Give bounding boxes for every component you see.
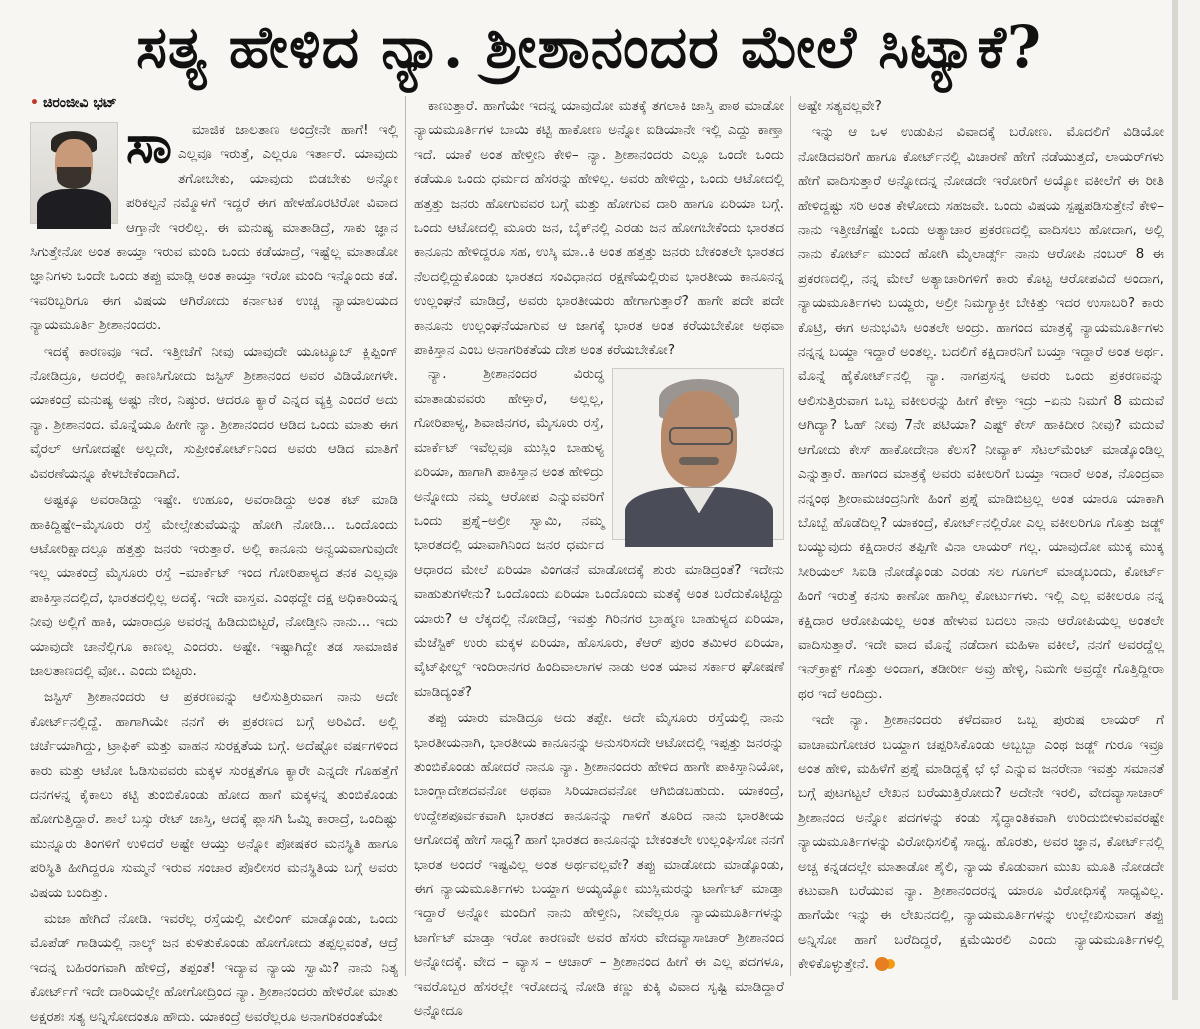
paragraph: ಅಷ್ಟಕ್ಕೂ ಅವರಾಡಿದ್ದು ಇಷ್ಟೇ. ಉಹೂಂ, ಅವರಾಡಿದ್ದು ಅಂತ ಕಟ್ ಮಾಡಿ ಹಾಕಿದ್ದಿಷ್ಟೇ–ಮೈಸೂರು ರಸ್ತೆ ಮೇಲ್ಸೇತುವೆಯನ್ನು ಹೋಗಿ ನೋಡಿ... ಒಂದೊಂದು ಆಟೋರಿಕ್ಷಾದಲ್ಲೂ ಹತ್ತತ್ತು ಜನರು ಇರುತ್ತಾರೆ. ಅಲ್ಲಿ ಕಾನೂನು ಅನ್ವಯವಾಗುವುದೇ ಇಲ್ಲ ಯಾಕಂದ್ರೆ ಮೈಸೂರು ರಸ್ತೆ –ಮಾರ್ಕೆಟ್ ಇಂದ ಗೋರಿಪಾಳ್ಯದ ತನಕ ಎಲ್ಲವೂ ಪಾಕಿಸ್ತಾನದಲ್ಲಿದೆ, ಭಾರತದಲ್ಲಿಲ್ಲ ಅದಕ್ಕೆ. ಇದೇ ವಾಸ್ತವ. ಎಂಥದ್ದೇ ದಕ್ಷ ಅಧಿಕಾರಿಯನ್ನ ನೀವು ಅಲ್ಲಿಗೆ ಹಾಕಿ, ಯಾರಾದ್ರೂ ಅವರನ್ನ ಹಿಡಿದುಬಿಟ್ಟರೆ, ನೋಡ್ತೀನಿ ನಾನು... ಇದು ಯಾವುದೇ ಚಾನೆಲ್ಲಿಗೂ ಕಾಣಲ್ಲ ಎಂದರು. ಅಷ್ಟೇ. ಇಷ್ಟಾಗಿದ್ದೇ ತಡ ಸಾಮಾಜಿಕ ಜಾಲತಾಣದಲ್ಲಿ ವೋ.. ಎಂದು ಬಿಟ್ಟರು. <box>30 492 398 679</box>
judge-moustache <box>679 457 719 465</box>
author-beard <box>57 167 91 189</box>
judge-glasses <box>669 427 733 445</box>
paragraph: ನ್ಯಾ. ಶ್ರೀಶಾನಂದರ ವಿರುದ್ಧ ಮಾತಾಡುವವರು ಹೇಳ್ತಾರೆ, ಅಲ್ಲಲ್ಲ, ಗೋರಿಪಾಳ್ಯ, ಶಿವಾಜಿನಗರ, ಮೈಸೂರು ರಸ್ತೆ, ಮಾರ್ಕೆಟ್ ಇವೆಲ್ಲವೂ ಮುಸ್ಲಿಂ ಬಾಹುಳ್ಯ ಏರಿಯಾ, ಹಾಗಾಗಿ ಪಾಕಿಸ್ತಾನ ಅಂತ ಹೇಳಿದ್ರು ಅನ್ನೋದು ನಮ್ಮ ಆರೋಪ ಎನ್ನುವವರಿಗೆ ಒಂದು ಪ್ರಶ್ನೆ–ಅಲ್ರೀ ಸ್ವಾಮಿ, ನಮ್ಮ ಭಾರತದಲ್ಲಿ ಯಾವಾಗಿನಿಂದ ಜನರ ಧರ್ಮದ ಆಧಾರದ ಮೇಲೆ ಏರಿಯಾ ವಿಂಗಡನೆ ಮಾಡೋದಕ್ಕೆ ಶುರು ಮಾಡಿದ್ರಂತೆ? ಇದೇನು ವಾಹುತುಗಳೇನು? ಒಂದೊಂದು ಏರಿಯಾ ಒಂದೊಂದು ಮತಕ್ಕೆ ಅಂತ ಬರೆದುಕೊಟ್ಟಿದ್ದು ಯಾರು? ಆ ಲೆಕ್ಕದಲ್ಲಿ ನೋಡಿದ್ರೆ, ಇವತ್ತು ಗಿರಿನಗರ ಬ್ರಾಹ್ಮಣ ಬಾಹುಳ್ಯದ ಏರಿಯಾ, ಮೆಜೆಸ್ಟಿಕ್ ಉರು ಮಕ್ಕಳ ಏರಿಯಾ, ಹೊಸೂರು, ಕೆಆರ್ ಪುರಂ ತಮಿಳರ ಏರಿಯಾ, ವೈಟ್‌ಫೀಲ್ಡ್ ಇಂದಿರಾನಗರ ಹಿಂದಿವಾಲಾಗಳ ನಾಡು ಅಂತ ಯಾವ ಸರ್ಕಾರ ಘೋಷಣೆ ಮಾಡಿದ್ಯಂತೆ? <box>414 366 784 700</box>
byline <box>30 94 398 112</box>
paragraph: ಜಸ್ಟಿಸ್ ಶ್ರೀಶಾನಂದರು ಆ ಪ್ರಕರಣವನ್ನು ಆಲಿಸುತ್ತಿರುವಾಗ ನಾನು ಅದೇ ಕೋರ್ಟ್‌ನಲ್ಲಿದ್ದೆ. ಹಾಗಾಗಿಯೇ ನನಗೆ ಈ ಪ್ರಕರಣದ ಬಗ್ಗೆ ಅರಿವಿದೆ. ಅಲ್ಲಿ ಚರ್ಚೆಯಾಗಿದ್ದು, ಟ್ರಾಫಿಕ್ ಮತ್ತು ವಾಹನ ಸುರಕ್ಷತೆಯ ಬಗ್ಗೆ. ಅದೆಷ್ಟೋ ವರ್ಷಗಳಿಂದ ಕಾರು ಮತ್ತು ಆಟೋ ಓಡಿಸುವವರು ಮಕ್ಕಳ ಸುರಕ್ಷತೆಗೂ ಕ್ಯಾರೇ ಎನ್ನದೇ ಗೊಹತ್ತೆಗೆ ದನಗಳನ್ನ ಕೈಕಾಲು ಕಟ್ಟಿ ತುಂಬಿಕೊಂಡು ಹೋದ ಹಾಗೆ ಮಕ್ಕಳನ್ನ ತುಂಬಿಕೊಂಡು ಹೋಗುತ್ತಿದ್ದಾರೆ. ಶಾಲೆ ಬಸ್ಸು ರೇಟ್ ಜಾಸ್ತಿ, ಆದಕ್ಕೆ ಪ್ಲಾಸಗಿ ಓಮ್ನಿ ಕಾರಾದ್ರೆ, ಒಂದಿಷ್ಟು ಮುನ್ನೂರು ತಿಂಗಳಿಗೆ ಉಳಿದರೆ ಅಷ್ಟೇ ಆಯ್ತು ಅನ್ನೋ ಪೋಷಕರ ಮನಸ್ಥಿತಿ ಹಾಗೂ ಪರಿಸ್ಥಿತಿ ಹೀಗಿದ್ದರೂ ಸುಮ್ಮನೆ ಇರುವ ಸಂಚಾರ ಪೊಲೀಸರ ಮನಸ್ಥಿತಿಯ ಬಗ್ಗೆ ಅವರು ವಿಷಯ ಬಂದಿತ್ತು. <box>30 689 398 901</box>
author-photo <box>30 122 118 224</box>
column-divider <box>405 96 406 976</box>
paragraph: ತಪ್ಪು ಯಾರು ಮಾಡಿದ್ರೂ ಅದು ತಪ್ಪೇ. ಅದೇ ಮೈಸೂರು ರಸ್ತೆಯಲ್ಲಿ ನಾನು ಭಾರತೀಯನಾಗಿ, ಭಾರತೀಯ ಕಾನೂನನ್ನು ಅನುಸರಿಸದೇ ಆಟೋದಲ್ಲಿ ಇಪ್ಪತ್ತು ಜನರನ್ನು ತುಂಬಿಕೊಂಡು ಹೋದರೆ ನಾನೂ ನ್ಯಾ. ಶ್ರೀಶಾನಂದರು ಹೇಳಿದ ಹಾಗೇ ಪಾಕಿಸ್ತಾನಿಯೋ, ಬಾಂಗ್ಲಾದೇಶದವನೋ ಅಥವಾ ಸಿರಿಯಾದವನೋ ಆಗಿಬಿಡಬಹುದು. ಯಾಕಂದ್ರೆ, ಉದ್ದೇಶಪೂರ್ವಕವಾಗಿ ಭಾರತದ ಕಾನೂನನ್ನು ಗಾಳಿಗೆ ತೂರಿದ ನಾನು ಭಾರತೀಯ ಆಗೋದಕ್ಕೆ ಹೇಗೆ ಸಾಧ್ಯ? ಹಾಗೆ ಭಾರತದ ಕಾನೂನನ್ನು ಬೇಕಂತಲೇ ಉಲ್ಲಂಘಿಸೋ ನನಗೆ ಭಾರತ ಅಂದರೆ ಇಷ್ಟವಿಲ್ಲ ಅಂತ ಅರ್ಥವಲ್ಲವೇ? ತಪ್ಪು ಮಾಡೋದು ಮಾಡ್ಕೊಂಡು, ಈಗ ನ್ಯಾಯಮೂರ್ತಿಗಳು ಬಯ್ದಾಗ ಅಯ್ಯಯ್ಯೋ ಮುಸ್ಲಿಮರನ್ನು ಟಾರ್ಗೆಟ್ ಮಾಡ್ತಾ ಇದ್ದಾರೆ ಅನ್ನೋ ಮಂದಿಗೆ ನಾನು ಹೇಳ್ತೀನಿ, ನೀವೆಲ್ಲರೂ ನ್ಯಾಯಮೂರ್ತಿಗಳನ್ನು ಟಾರ್ಗೆಟ್ ಮಾಡ್ತಾ ಇರೋ ಕಾರಣವೇ ಅವರ ಹೆಸರು ವೇದವ್ಯಾಸಾಚಾರ್ ಶ್ರೀಶಾನಂದ ಅನ್ನೋದಕ್ಕೆ. ವೇದ – ವ್ಯಾಸ – ಆಚಾರ್ – ಶ್ರೀಶಾನಂದ ಹೀಗೆ ಈ ಎಲ್ಲ ಪದಗಳೂ, ಇವರೊಬ್ಬರ ಹೆಸರಲ್ಲೇ ಇರೋದನ್ನ ನೋಡಿ ಕಣ್ಣು ಕುಕ್ಕಿ ವಿವಾದ ಸೃಷ್ಟಿ ಮಾಡಿದ್ದಾರೆ ಅನ್ನೋದೂ <box>414 710 784 1020</box>
paragraph-text: ಇದೇ ನ್ಯಾ. ಶ್ರೀಶಾನಂದರು ಕಳೆದವಾರ ಒಬ್ಬ ಪುರುಷ ಲಾಯರ್ ಗೆ ವಾಚಾಮಗೋಚರ ಬಯ್ದಾಗ ಚಪ್ಪರಿಸಿಕೊಂಡು ಅಬ್ಬಬ್ಬಾ ಎಂಥ ಜಡ್ಜ್ ಗುರೂ ಇವ್ರೂ ಅಂತ ಹೇಳಿ, ಮಹಿಳೆಗೆ ಪ್ರಶ್ನೆ ಮಾಡಿದ್ದಕ್ಕೆ ಛೆ ಛೆ ಎನ್ನುವ ಜನರೇನಾ ಇವತ್ತು ಸಮಾನತೆ ಬಗ್ಗೆ ಪುಟಗಟ್ಟಲೆ ಲೇಖನ ಬರೆಯುತ್ತಿರೋದು? ಅದೇನೇ ಇರಲಿ, ವೇದವ್ಯಾಸಾಚಾರ್ ಶ್ರೀಶಾನಂದ ಅನ್ನೋ ಪದಗಳನ್ನು ಕಂಡು ಸೈದ್ಧಾಂತಿಕವಾಗಿ ಉರಿದುಬೀಳುವವರಷ್ಟೇ ನ್ಯಾಯಮೂರ್ತಿಗಳನ್ನು ವಿರೋಧಿಸಲಿಕ್ಕೆ ಸಾಧ್ಯ. ಹೊರತು, ಅವರ ಜ್ಞಾನ, ಕೋರ್ಟ್‌ನಲ್ಲಿ ಅಚ್ಚ ಕನ್ನಡದಲ್ಲೇ ಮಾತಾಡೋ ಶೈಲಿ, ನ್ಯಾಯ ಕೊಡುವಾಗ ಮುಖ ಮೂತಿ ನೋಡದೇ ಕಟುವಾಗಿ ಬರೆಯುವ ನ್ಯಾ. ಶ್ರೀಶಾನಂದರನ್ನ ಯಾರೂ ವಿರೋಧಿಸಕ್ಕೆ ಸಾಧ್ಯವಿಲ್ಲ. ಹಾಗೆಯೇ ಇನ್ನು ಈ ಲೇಖನದಲ್ಲಿ, ನ್ಯಾಯಮೂರ್ತಿಗಳನ್ನು ಉಲ್ಲೇಖಿಸುವಾಗ ತಪ್ಪು ಅನ್ನಿಸೋ ಹಾಗೆ ಬರೆದಿದ್ದರೆ, ಕ್ಷಮೆಯಿರಲಿ ಎಂದು ನ್ಯಾಯಮೂರ್ತಿಗಳಲ್ಲಿ ಕೇಳಿಕೊಳ್ಳುತ್ತೇನೆ. <box>798 712 1164 973</box>
byline-bullet-icon: • <box>30 95 39 111</box>
end-mark-icon <box>875 957 889 971</box>
paragraph: ಇನ್ನು ಆ ಒಳ ಉಡುಪಿನ ವಿವಾದಕ್ಕೆ ಬರೋಣ. ಮೊದಲಿಗೆ ವಿಡಿಯೋ ನೋಡಿದವರಿಗೆ ಹಾಗೂ ಕೋರ್ಟ್‌ನಲ್ಲಿ ವಿಚಾರಣೆ ಹೇಗೆ ನಡೆಯುತ್ತದೆ, ಲಾಯರ್‌ಗಳು ಹೇಗೆ ವಾದಿಸುತ್ತಾರೆ ಅನ್ನೋದನ್ನ ನೋಡದೇ ಇರೋರಿಗೆ ಅಯ್ಯೋ ವಕೀಲೆಗೆ ಈ ರೀತಿ ಹೇಳಿದ್ದಷ್ಟು ಸರಿ ಅಂತ ಕೇಳೋದು ಸಹಜವೇ. ಒಂದು ವಿಷಯ ಸ್ಪಷ್ಟಪಡಿಸುತ್ತೇನೆ ಕೇಳಿ–ನಾನು ಇತ್ತೀಚೆಗಷ್ಟೇ ಒಂದು ಅತ್ಯಾಚಾರ ಪ್ರಕರಣದಲ್ಲಿ ವಾದಿಸಲು ಹೋದಾಗ, ಅಲ್ಲಿ ನಾನು ಕೋರ್ಟ್ ಮುಂದೆ ಹೋಗಿ ಮೈಲಾರ್ಡ್ಸ್ ನಾನು ಆರೋಪಿ ನಂಬರ್ 8 ಈ ಪ್ರಕರಣದಲ್ಲಿ, ನನ್ನ ಮೇಲೆ ಅತ್ಯಾಚಾರಿಗಳಿಗೆ ಕಾರು ಕೊಟ್ಟ ಆರೋಪವಿದೆ ಅಂದಾಗ, ನ್ಯಾಯಮೂರ್ತಿಗಳು ಬಯ್ದರು, ಅಲ್ರೀ ನಿಮಗ್ಯಾಕ್ರೀ ಬೇಕಿತ್ತು ಇದರ ಉಸಾಬರಿ? ಕಾರು ಕೊಟ್ರಿ, ಈಗ ಅನುಭವಿಸಿ ಅಂತಲೇ ಅಂದ್ರು. ಹಾಗಂದ ಮಾತ್ರಕ್ಕೆ ನ್ಯಾಯಮೂರ್ತಿಗಳು ನನ್ನನ್ನ ಬಯ್ದಾ ಇದ್ದಾರೆ ಅಂತಲ್ಲ. ಬದಲಿಗೆ ಕಕ್ಷಿದಾರನಿಗೆ ಬಯ್ತಾ ಇದ್ದಾರೆ ಅಂತ ಅರ್ಥ. ಮೊನ್ನೆ ಹೈಕೋರ್ಟ್‌ನಲ್ಲಿ ನ್ಯಾ. ನಾಗಪ್ರಸನ್ನ ಅವರು ಒಂದು ಪ್ರಕರಣವನ್ನು ಆಲಿಸುತ್ತಿರುವಾಗ ಒಬ್ಬ ವಕೀಲರನ್ನು ಹೀಗೆ ಕೇಳ್ತಾ ಇದ್ರು –ಏನು ನಿಮಗೆ 8 ಮದುವೆ ಆಗಿದ್ಯಾ? ಓಹ್ ನೀವು 7ನೇ ಪಟಿಯಾ? ಎಷ್ಟ್ ಕೇಸ್ ಹಾಕಿದೀರ ನೀವು? ಮದುವೆ ಆಗೋದು ಕೇಸ್ ಹಾಕೋದೇನಾ ಕೆಲಸ? ನೀವ್ಯಾಕ್ ಸೆಟಲ್‌ಮೆಂಟ್ ಮಾಡ್ಕೊಂಡಿಲ್ಲ ಎನ್ನುತ್ತಾರೆ. ಹಾಗಂದ ಮಾತ್ರಕ್ಕೆ ಅವರು ವಕೀಲರಿಗೆ ಬಯ್ತಾ ಇದಾರೆ ಅಂತ, ನೊಂದ್ರವಾ ನನ್ನಂಥ ಶ್ರೀರಾಮಚಂದ್ರನಿಗೇ ಹಿಂಗೆ ಪ್ರಶ್ನೆ ಮಾಡಿಬಿಟ್ರಲ್ಲ ಅಂತ ಯಾರೂ ಯಾಕಾಗಿ ಬೊಬ್ಬೆ ಹೊಡೆದಿಲ್ಲ? ಯಾಕಂದ್ರೆ, ಕೋರ್ಟ್‌ನಲ್ಲಿರೋ ಎಲ್ಲ ವಕೀಲರಿಗೂ ಗೊತ್ತು ಜಡ್ಜ್ ಬಯ್ಯುವುದು ಕಕ್ಷಿದಾರನ ತಪ್ಪಿಗೇ ವಿನಾ ಲಾಯರ್ ಗಲ್ಲ. ಯಾವುದೋ ಮುಕ್ಕ ಮುಕ್ಕ ಸೀರಿಯಲ್ ಸಿಐಡಿ ನೋಡ್ಕೊಂಡು ಎರಡು ಸಲ ಗೂಗಲ್ ಮಾಡ್ಕಬಂದು, ಕೋರ್ಟ್ ಹಿಂಗೆ ಇರುತ್ತೆ ಕನಸು ಕಾಣೋ ಹಾಗಿಲ್ಲ ಕೋರ್ಟುಗಳು. ಇಲ್ಲಿ ಎಲ್ಲ ವಕೀಲರೂ ನನ್ನ ಕಕ್ಷಿದಾರ ಆರೋಪಿಯಲ್ಲ ಅಂತ ಹೇಳುವ ಬದಲು ನಾನು ಆರೋಪಿಯಲ್ಲ ಅಂತಲೇ ವಾದಿಸುತ್ತಾರೆ. ಇದೇ ವಾದ ಮೊನ್ನೆ ನಡೆದಾಗ ಮಹಿಳಾ ವಕೀಲೆ, ನನಗೆ ಅವರದ್ದೆಲ್ಲ ಇನ್‌ಕ್ರಾಕ್ಟ್ ಗೊತ್ತು ಅಂದಾಗ, ತಡೀರ್ರೀ ಅವ್ರು ಹೇಳ್ಳಿ, ನಿಮಗೇ ಅವ್ರದ್ದೇ ಗೊತ್ತಿದ್ದೀರಾ ಥರ ಇದೆ ಅಂದಿದ್ರು. <box>798 124 1164 702</box>
paragraph: ಅಷ್ಟೇ ಸತ್ಯವಲ್ಲವೇ? <box>798 98 882 114</box>
paragraph: ಮಜಾ ಹೇಗಿದೆ ನೋಡಿ. ಇವರೆಲ್ಲ ರಸ್ತೆಯಲ್ಲಿ ವೀಲಿಂಗ್ ಮಾಡ್ಕೊಂಡು, ಒಂದು ಮೊಪೆಡ್ ಗಾಡಿಯಲ್ಲಿ ನಾಲ್ಕ್ ಜನ ಕುಳಿತುಕೊಂಡು ಹೋಗೋದು ತಪ್ಪಲ್ಲವಂತೆ, ಆದ್ರೆ ಇದನ್ನ ಬಹಿರಂಗವಾಗಿ ಹೇಳಿದ್ರೆ, ತಪ್ಪಂತೆ! ಇದ್ಯಾವ ನ್ಯಾಯ ಸ್ವಾಮಿ? ನಾನು ನಿತ್ಯ ಕೋರ್ಟ್‌ಗೆ ಇದೇ ದಾರಿಯಲ್ಲೇ ಹೋಗೋದ್ರಿಂದ ನ್ಯಾ. ಶ್ರೀಶಾನಂದರು ಹೇಳಿರೋ ಮಾತು ಅಕ್ಷರಶಃ ಸತ್ಯ ಅನ್ನಿಸೋದಂತೂ ಹೌದು. ಯಾಕಂದ್ರೆ ಅವರೆಲ್ಲರೂ ಅನಾಗರಿಕರಂತೆಯೇ <box>30 911 398 1025</box>
paragraph <box>798 708 1164 976</box>
headline: ಸತ್ಯ ಹೇಳಿದ ನ್ಯಾ. ಶ್ರೀಶಾನಂದರ ಮೇಲೆ ಸಿಟ್ಯಾಕೆ? <box>136 13 1042 81</box>
article-column-2 <box>414 94 784 1020</box>
paragraph: ಕಾಣುತ್ತಾರೆ. ಹಾಗೆಯೇ ಇದನ್ನ ಯಾವುದೋ ಮತಕ್ಕೆ ತಗಲಾಕಿ ಜಾಸ್ತಿ ಪಾಠ ಮಾಡೋ ನ್ಯಾಯಮೂರ್ತಿಗಳ ಬಾಯಿ ಕಟ್ಟಿ ಹಾಕೋಣ ಅನ್ನೋ ಐಡಿಯಾನೇ ಇಲ್ಲಿ ಎದ್ದು ಕಾಣ್ತಾ ಇದೆ. ಯಾಕೆ ಅಂತ ಹೇಳ್ತೀನಿ ಕೇಳಿ– ನ್ಯಾ. ಶ್ರೀಶಾನಂದರು ಎಲ್ಲೂ ಒಂದೇ ಒಂದು ಕಡೆಯೂ ಒಂದು ಧರ್ಮದ ಹೆಸರನ್ನು ಹೇಳಿಲ್ಲ. ಅವರು ಹೇಳಿದ್ದು, ಒಂದು ಆಟೋದಲ್ಲಿ ಹತ್ತತ್ತು ಜನರು ಹೋಗುವವರ ಬಗ್ಗೆ ಮತ್ತು ಹೋಗುವ ದಾರಿ ಹಾಗೂ ಏರಿಯಾ ಬಗ್ಗೆ. ಒಂದು ಆಟೋದಲ್ಲಿ ಮೂರು ಜನ, ಬೈಕ್‌ನಲ್ಲಿ ಎರಡು ಜನ ಹೋಗಬೇಕೆಂದು ಭಾರತದ ಕಾನೂನು ಹೇಳಿದ್ದರೂ ಸಹ, ಉಸ್ಕಿ ಮಾ..ಕಿ ಅಂತ ಹತ್ತತ್ತು ಜನರು ಬೇಕಂತಲೇ ಭಾರತದ ನೆಲದಲ್ಲಿದ್ದುಕೊಂಡು ಭಾರತದ ಸಂವಿಧಾನದ ರಕ್ಷಣೆಯಲ್ಲಿರುವ ಭಾರತೀಯ ಕಾನೂನನ್ನ ಉಲ್ಲಂಘನೆ ಮಾಡಿದ್ರೆ, ಅವರು ಭಾರತೀಯರು ಹೇಗಾಗುತ್ತಾರೆ? ಹಾಗೇ ಪದೇ ಪದೇ ಕಾನೂನು ಉಲ್ಲಂಘನೆಯಾಗುವ ಆ ಜಾಗಕ್ಕೆ ಭಾರತ ಅಂತ ಕರೆಯಬೇಕೋ ಅಥವಾ ಪಾಕಿಸ್ತಾನ ಎಂಬ ಅನಾಗರಿಕತೆಯ ದೇಶ ಅಂತ ಕರೆಯಬೇಕೋ? <box>414 98 784 359</box>
column-divider <box>790 96 791 976</box>
article-column-1 <box>30 94 398 1025</box>
paragraph: ಮಾಜಿಕ ಜಾಲತಾಣ ಅಂದ್ರೇನೇ ಹಾಗೆ! ಇಲ್ಲಿ ಎಲ್ಲವೂ ಇರುತ್ತೆ, ಎಲ್ಲರೂ ಇರ್ತಾರೆ. ಯಾವುದು ತಗೋಬೇಕು, ಯಾವುದು ಬಿಡಬೇಕು ಅನ್ನೋ ಪರಿಕಲ್ಪನೆ ನಮ್ಮೊಳಗೆ ಇದ್ದರೆ ಈಗ ಹೇಳಹೊರಟಿರೋ ವಿವಾದ ಆಗ್ತಾನೇ ಇರಲಿಲ್ಲ. ಈ ಮನುಷ್ಯ ಮಾತಾಡಿದ್ರೆ, ಸಾಕು ಜ್ಞಾನ ಸಿಗುತ್ತೇನೋ ಅಂತ ಕಾಯ್ತಾ ಇರುವ ಮಂದಿ ಒಂದು ಕಡೆಯಾದ್ರೆ, ಇಷ್ಟೆಲ್ಲ ಮಾತಾಡೋ ಜ್ಞಾನಿಗಳು ಒಂದೇ ಒಂದು ತಪ್ಪು ಮಾಡ್ಲಿ ಅಂತ ಕಾಯ್ತಾ ಇರೋ ಮಂದಿ ಇನ್ನೊಂದು ಕಡೆ. ಇವರಿಬ್ಬರಿಗೂ ಈಗ ವಿಷಯ ಆಗಿರೋದು ಕರ್ನಾಟಕ ಉಚ್ಚ ನ್ಯಾಯಾಲಯದ ನ್ಯಾಯಮೂರ್ತಿ ಶ್ರೀಶಾನಂದರು. <box>30 122 398 334</box>
byline-author: ಚಿರಂಜೀವಿ ಭಟ್ <box>42 95 117 111</box>
article-column-3 <box>798 94 1164 974</box>
drop-cap: ಸಾ <box>126 114 172 175</box>
paragraph: ಇದಕ್ಕೆ ಕಾರಣವೂ ಇದೆ. ಇತ್ತೀಚೆಗೆ ನೀವು ಯಾವುದೇ ಯೂಟ್ಯೂಬ್ ಕ್ಲಿಪ್ಪಿಂಗ್ ನೋಡಿದ್ರೂ, ಅದರಲ್ಲಿ ಕಾಣಸಿಗೋದು ಜಸ್ಟಿಸ್ ಶ್ರೀಶಾನಂದ ಅವರ ವಿಡಿಯೋಗಳೇ. ಯಾಕಂದ್ರೆ ಮನುಷ್ಯ ಅಷ್ಟು ನೇರ, ನಿಷ್ಠುರ. ಆದರೂ ಕ್ಯಾರೆ ಎನ್ನದ ವ್ಯಕ್ತಿ ಎಂದರೆ ಅದು ನ್ಯಾ. ಶ್ರೀಶಾನಂದ. ಮೊನ್ನೆಯೂ ಹೀಗೇ ನ್ಯಾ. ಶ್ರೀಶಾನಂದರ ಆಡಿದ ಒಂದು ಮಾತು ಈಗ ವೈರಲ್ ಆಗೋದಷ್ಟೇ ಅಲ್ಲದೇ, ಸುಪ್ರೀಂಕೋರ್ಟ್‌ನಿಂದ ಅವರು ಆಡಿದ ಮಾತಿಗೆ ವಿವರಣೆಯನ್ನೂ ಕೇಳಬೇಕೆಂದಾಗಿದೆ. <box>30 343 398 482</box>
judge-photo <box>612 368 784 540</box>
author-body <box>37 189 111 229</box>
